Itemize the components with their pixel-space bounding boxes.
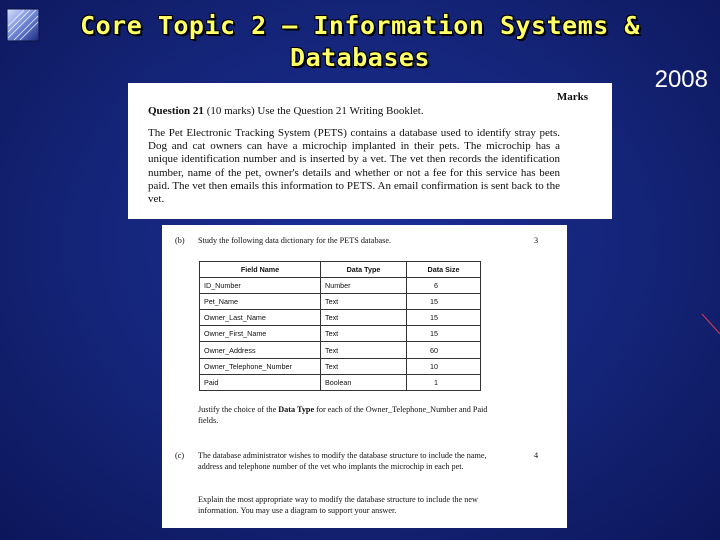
table-row — [200, 310, 481, 326]
header-data-type: Data Type — [321, 262, 407, 278]
table-header-row — [200, 262, 481, 278]
header-data-size: Data Size — [407, 262, 481, 278]
exam-excerpt-parts — [162, 225, 567, 528]
question-heading — [148, 105, 604, 117]
part-b-text: Study the following data dictionary for the PETS database. — [198, 236, 392, 245]
marks-header: Marks — [556, 91, 588, 103]
data-type: Number — [321, 278, 407, 294]
table-row — [200, 294, 481, 310]
part-c-label: (c) — [175, 451, 185, 460]
data-type: Boolean — [321, 374, 407, 390]
field-name: Owner_Last_Name — [200, 310, 321, 326]
data-size: 15 — [407, 326, 481, 342]
table-row — [200, 278, 481, 294]
data-size: 60 — [407, 342, 481, 358]
data-type: Text — [321, 294, 407, 310]
part-c-marks: 4 — [534, 451, 539, 460]
exam-excerpt-question — [128, 83, 612, 219]
data-size: 10 — [407, 358, 481, 374]
data-type: Text — [321, 326, 407, 342]
field-name: ID_Number — [200, 278, 321, 294]
question-body: The Pet Electronic Tracking System (PETS) contains a database used to identify stray pets. Dog and cat owners can have a microchip implanted in their pets. The microchip has a unique identification number and is inserted by a vet. The vet then records the identification number, name of the pet, owner's details and whether or not a fee for this service has been paid. The vet then emails this information to PETS. An email confirmation is sent back to the vet. — [148, 127, 560, 206]
justify-instruction — [198, 405, 508, 426]
table-row — [200, 342, 481, 358]
field-name: Owner_Address — [200, 342, 321, 358]
part-b-marks: 3 — [534, 236, 539, 245]
question-number: Question 21 — [148, 105, 204, 117]
part-b-label: (b) — [175, 236, 185, 245]
justify-pre: Justify the choice of the — [198, 405, 279, 414]
data-size: 1 — [407, 374, 481, 390]
field-name: Pet_Name — [200, 294, 321, 310]
decorative-line — [700, 312, 720, 338]
data-dictionary-table — [199, 261, 481, 391]
header-field-name: Field Name — [200, 262, 321, 278]
explain-instruction: Explain the most appropriate way to modify the database structure to include the new information. You may use a diagram to support your answer. — [198, 495, 478, 515]
data-type: Text — [321, 310, 407, 326]
justify-bold: Data Type — [278, 405, 315, 414]
part-c-text: The database administrator wishes to modify the database structure to include the name, address and telephone number of the vet who implants the microchip in each pet. — [198, 451, 487, 471]
data-size: 15 — [407, 294, 481, 310]
data-type: Text — [321, 342, 407, 358]
data-size: 15 — [407, 310, 481, 326]
slide-year: 2008 — [654, 66, 708, 93]
field-name: Owner_Telephone_Number — [200, 358, 321, 374]
table-row — [200, 326, 481, 342]
slide-title — [0, 10, 720, 74]
table-row — [200, 374, 481, 390]
data-type: Text — [321, 358, 407, 374]
question-instructions: (10 marks) Use the Question 21 Writing Booklet. — [203, 105, 424, 117]
field-name: Paid — [200, 374, 321, 390]
slide-title-line2: Databases — [290, 43, 430, 72]
table-row — [200, 358, 481, 374]
field-name: Owner_First_Name — [200, 326, 321, 342]
data-size: 6 — [407, 278, 481, 294]
slide-title-line1: Core Topic 2 – Information Systems & — [80, 11, 640, 40]
justify-post: for each of the Owner_Telephone_Number and Paid fields. — [198, 405, 488, 425]
